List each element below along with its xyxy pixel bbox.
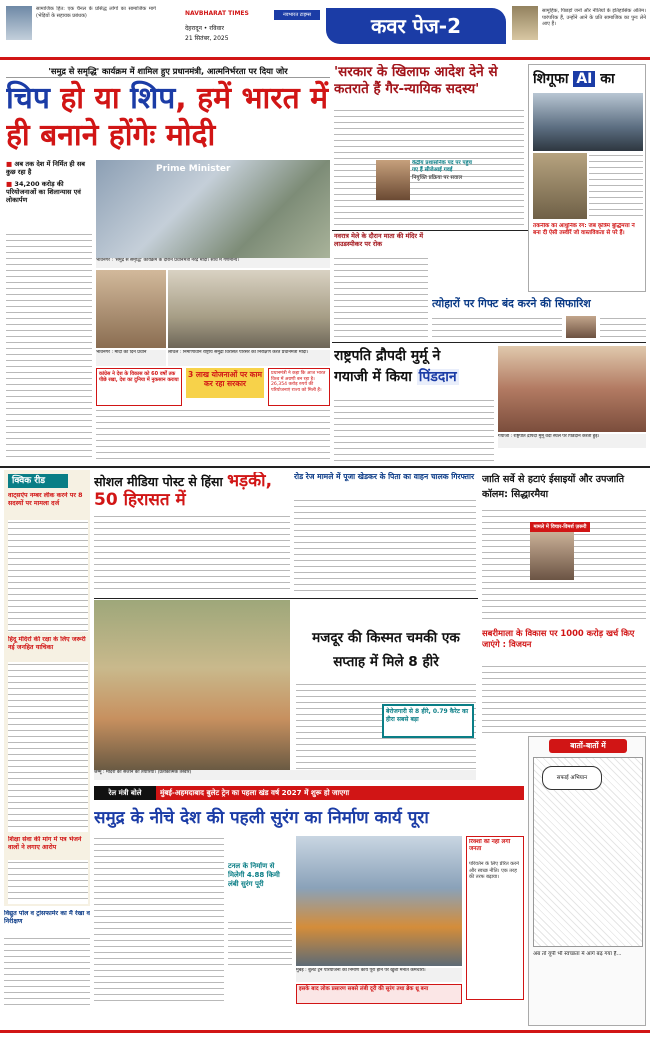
- divider-lower: [94, 598, 478, 599]
- date-line2: 21 सितंबर, 2025: [185, 35, 229, 42]
- bullet-side-box: टनल के निर्माण से मिलेगी 4.88 किमी लंबी सुरंग पूरी: [228, 862, 280, 888]
- bullet-headline: समुद्र के नीचे देश की पहली सुरंग का निर्माण कार्य पूरा: [94, 808, 429, 828]
- lead-photo-main: [96, 160, 330, 258]
- masthead-left-thumb: [6, 6, 32, 40]
- shigufa-box: [528, 64, 646, 292]
- road-body: [294, 498, 476, 594]
- bullet-caption: मुंबई : बुलेट ट्रेन परियोजना का निर्माण कार्य पूरा होने पर खुशी मनाते कर्मचारी।: [296, 968, 462, 982]
- social-headline-2: भड़की: [227, 472, 266, 491]
- lead-box-3: प्रधानमंत्री ने कहा कि आज भारत विश्व में अग्रणी बन रहा है। 26,354 करोड़ रुपये की परियोजनाएं राज्य को मिली हैं।: [268, 368, 330, 406]
- diamonds-headline: मजदूर की किस्मत चमकी एक सप्ताह में मिले 8 हीरे: [312, 630, 460, 670]
- social-headline-3: , 50 हिरासत में: [94, 472, 273, 510]
- cartoon-bubble: सफाई अभियान: [542, 766, 602, 790]
- sabrimala-body: [482, 664, 646, 734]
- caste-headline: जाति सर्वे से हटाएं ईसाइयों और उपजाति कॉलम: सिद्धारमैया: [482, 474, 625, 500]
- lower-left-headline: विद्युत पोल व ट्रांसफार्मर का मैं रेखा व निरीक्षण: [4, 910, 90, 925]
- edge-box-headline: रिक्शों की नहीं लगी जनता: [469, 839, 511, 852]
- president-body: [334, 398, 494, 462]
- president-headline-2: गयाजी में किया पिंडदान: [334, 369, 457, 385]
- shigufa-desc: तकनीक का आधुनिक रंग: जब कृत्रिम बुद्धिमत्ता ने बना दी ऐसी तस्वीरें जो वास्तविकता से परे हैं।: [533, 223, 635, 236]
- president-caption: गयाजी : राष्ट्रपति द्रौपदी मुर्मू वेदी स्थल पर पिंडदान करती हुईं।: [498, 434, 646, 448]
- president-photo: [498, 346, 646, 432]
- quick-item1-body: [8, 520, 88, 632]
- temple-body: [334, 256, 428, 338]
- page-title: कवर पेज-2: [326, 8, 506, 44]
- field-photo: [94, 600, 290, 770]
- president-headline-1: राष्ट्रपति द्रौपदी मुर्मू ने: [334, 348, 441, 364]
- masthead-left-text: सामाजिक हित: एक चैनल के प्रसिद्ध लोगों का सामाजिक मार्ग (भेड़ियों के सहायक प्रबंधक): [36, 6, 156, 19]
- lead-caption-1: भावनगर : 'समुद्र से समृद्धि' कार्यक्रम के दौरान प्रधानमंत्री नरेंद्र मोदी। साथ में गणमान्य।: [96, 258, 330, 268]
- diamonds-caption: जम्मू : मंदिरों को सजाने की तैयारियां। (प्रतीकात्मक तस्वीर): [94, 770, 476, 780]
- lead-photo-group: [168, 270, 330, 348]
- opinion-quote: [412, 160, 474, 204]
- cm-photo: [530, 532, 574, 580]
- bullet-body-2: [228, 920, 292, 968]
- lead-headline-ho: हो या: [49, 81, 131, 116]
- cartoon-sub: अब तो यूपी भी स्वच्छता में आगे बढ़ गया है...: [533, 951, 622, 957]
- diamonds-box: बेरोजगारी से 8 हीरे, 0.79 कैरेट का हीरा सबसे बड़ा: [382, 704, 474, 738]
- president-headline-3: पिंडदान: [418, 369, 457, 385]
- footer-rule: [0, 1030, 650, 1033]
- lead-bullets: [6, 160, 92, 228]
- social-headline-1: सोशल मीडिया पोस्ट से हिंसा: [94, 474, 228, 489]
- lead-box-1: कांग्रेस ने देश के विकास को 60 वर्षों तक पीछे रखा, देश का दुनिया में नुकसान कराया: [96, 368, 182, 406]
- opinion-quote-sub: नियुक्ति प्रक्रिया पर सवाल: [412, 175, 463, 181]
- quick-item3-body: [8, 860, 88, 904]
- lead-headline-rest: , हमें भारत में ही बनाने होंगेः मोदी: [6, 81, 329, 153]
- edge-box: [466, 836, 524, 1000]
- social-body: [94, 514, 290, 594]
- lead-headline-ship: शिप: [130, 81, 176, 116]
- quick-read-column: [4, 470, 90, 906]
- tax-body: [432, 316, 562, 338]
- cartoon-box: [528, 736, 646, 1026]
- opinion-photo: [376, 160, 410, 200]
- bullet-ribbon: मुंबई-अहमदाबाद बुलेट ट्रेन का पहला खंड वर्ष 2027 में शुरू हो जाएगा: [160, 788, 350, 797]
- shigufa-suffix: का: [600, 71, 615, 87]
- cartoon-label: बातों-बातों में: [549, 739, 627, 753]
- opinion-quote-label: केंद्रीय प्रशासनिक पद पर पहुंच गए हैं सीजेआई गवई: [412, 160, 472, 173]
- lead-headline-chip: चिप: [6, 81, 50, 116]
- quick-read-label: क्विक रीड: [8, 474, 68, 488]
- lead-bullet-1: ■ अब तक देश में निर्मित ही सब कुछ रहा है: [6, 160, 85, 176]
- tax-headline: त्योहारों पर गिफ्ट बंद करने की सिफारिश: [432, 297, 591, 310]
- bullet-tag: रेल मंत्री बोले: [94, 786, 156, 800]
- shigufa-title: [533, 67, 645, 91]
- shigufa-photo-1: [533, 93, 643, 151]
- shigufa-text-lines: [589, 153, 643, 219]
- masthead-badge: नवभारत टाइम्स: [274, 10, 320, 20]
- bullet-photo: [296, 836, 462, 966]
- lead-body-col2: [96, 408, 330, 460]
- quick-item3-headline: शिक्षा सेवा की मांग में पत्र भेजने वालों ने लगाए आरोप: [8, 836, 82, 851]
- lower-left-body: [4, 936, 90, 1006]
- edge-box-body: परिवर्तन के लिए प्रेरित करने और स्वच्छ नीति। एक तरह की तरफ बढ़ाया।: [469, 861, 519, 880]
- lead-kicker: 'समुद्र से समृद्धि' कार्यक्रम में शामिल हुए प्रधानमंत्री, आत्मनिर्भरता पर दिया जोर: [6, 64, 330, 78]
- divider-opinion: [332, 230, 528, 231]
- shigufa-ai: AI: [573, 71, 595, 87]
- quick-item1-headline: वाट्सऐप नम्बर लीक करने पर 8 सदस्यों पर मामला दर्ज: [8, 492, 83, 507]
- photo-banner: Prime Minister: [156, 164, 231, 174]
- lead-photo-child: [96, 270, 166, 348]
- bullet-bottom-box: इसके बाद लोक प्रसारण सबसे लंबी दूरी की सुरंग तथा ब्रेक थ्रू बना: [296, 984, 462, 1004]
- temple-headline: नवरात्र मेले के दौरान माता की मंदिर में लाउडस्पीकर पर रोक: [334, 232, 424, 248]
- president-headline: [334, 346, 494, 394]
- bullet-ribbon-box: [94, 786, 524, 800]
- divider-main: [0, 466, 650, 468]
- shigufa-photo-2: [533, 153, 587, 219]
- logo: NAVBHARAT TIMES: [185, 10, 249, 17]
- date-line1: देहरादून • रविवार: [185, 25, 224, 32]
- shigufa-word: शिगूफा: [533, 71, 569, 87]
- lead-body-col1: [6, 232, 92, 460]
- bullet-body: [94, 836, 224, 1004]
- tax-photo: [566, 316, 596, 338]
- social-headline: [94, 472, 290, 512]
- cartoon-drawing: [533, 757, 643, 947]
- quick-item2-headline: हिंदू मंदिरों की रक्षा के लिए जरूरी नई जनहित याचिका: [8, 636, 86, 651]
- cm-label: मामले में विचार-विमर्श ज़रूरी: [530, 522, 590, 532]
- masthead-right-text: सामूहिक, पिछड़ों जनों और नीतियों के इतिहासिक अंतिम। पारंपरिक हैं, उन्होंने आने के प्रति सामाजिक का पुनः लेने आए हैं।: [542, 8, 646, 27]
- opinion-headline: 'सरकार के खिलाफ आदेश देने से कतराते हैं गैर-न्यायिक सदस्य': [334, 64, 498, 97]
- masthead: [0, 0, 650, 60]
- quick-item2-body: [8, 662, 88, 832]
- divider-tax: [332, 342, 646, 343]
- lead-caption-3: लोथल : निर्माणाधीन राष्ट्रीय समुद्री विरासत परिसर का निरीक्षण करते प्रधानमंत्री मोदी।: [168, 350, 330, 366]
- lead-caption-2: भावनगर : मोदी का दिन प्रधान: [96, 350, 166, 366]
- road-headline: रोड रेज मामले में पूजा खेडकर के पिता का वाहन चालक गिरफ्तार: [294, 472, 475, 481]
- tax-body-2: [600, 316, 646, 338]
- lead-bullet-2: ■ 34,200 करोड़ की परियोजनाओं का शिलान्यास एवं लोकार्पण: [6, 180, 81, 204]
- lead-box-2: 3 लाख योजनाओं पर काम कर रहा सरकार: [186, 368, 264, 398]
- lead-headline: [6, 80, 330, 156]
- masthead-right-thumb: [512, 6, 538, 40]
- sabrimala-headline: सबरीमाला के विकास पर 1000 करोड़ खर्च किए जाएंगे : विजयन: [482, 628, 635, 649]
